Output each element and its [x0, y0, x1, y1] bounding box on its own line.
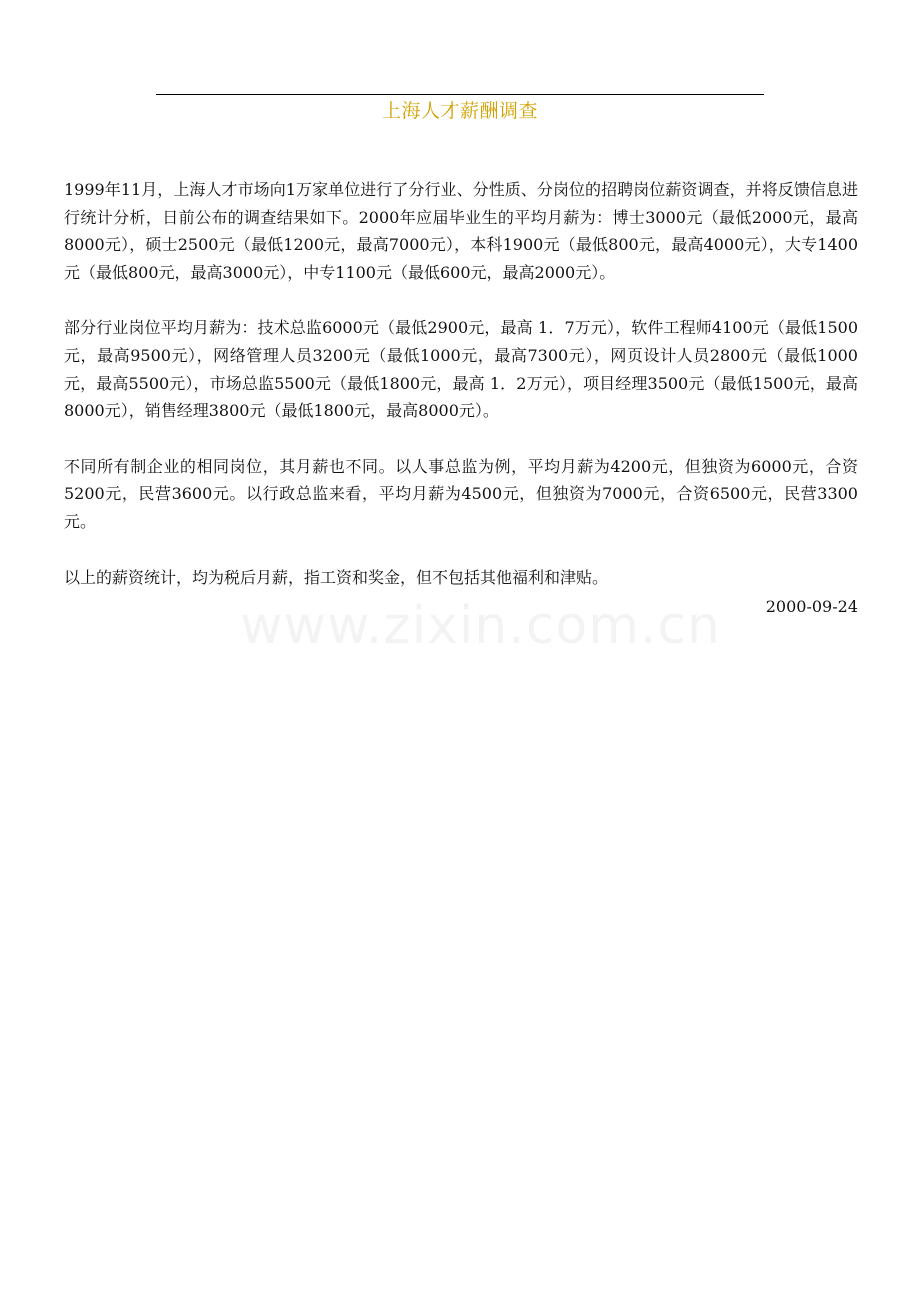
paragraph-note: 以上的薪资统计，均为税后月薪，指工资和奖金，但不包括其他福利和津贴。 [64, 567, 609, 587]
paragraph-industry-salaries: 部分行业岗位平均月薪为：技术总监6000元（最低2900元，最高 1．7万元），软件工程师4100元（最低1500元，最高9500元），网络管理人员3200元（最低1000元，最高7300元），网页设计人员2800元（最低1000元，最高5500元），市场总监5500元（最低1800元，最高 1．2万元），项目经理3500元（最低1500元，最高8000元），销售经理3800元（最低1800元，最高8000元）。 [64, 318, 858, 421]
document-body [64, 176, 858, 621]
paragraph-graduate-salaries: 1999年11月，上海人才市场向1万家单位进行了分行业、分性质、分岗位的招聘岗位薪资调查，并将反馈信息进行统计分析，日前公布的调查结果如下。2000年应届毕业生的平均月薪为：博士3000元（最低2000元，最高8000元），硕士2500元（最低1200元，最高7000元），本科1900元（最低800元，最高4000元），大专1400元（最低800元，最高3000元），中专1100元（最低600元，最高2000元）。 [64, 180, 858, 282]
document-date: 2000-09-24 [765, 597, 858, 617]
paragraph-ownership-salaries: 不同所有制企业的相同岗位，其月薪也不同。以人事总监为例，平均月薪为4200元，但独资为6000元，合资5200元，民营3600元。以行政总监来看，平均月薪为4500元，但独资为7000元，合资6500元，民营3300元。 [64, 456, 858, 531]
header-rule [156, 94, 764, 95]
document-title: 上海人才薪酬调查 [381, 100, 538, 122]
